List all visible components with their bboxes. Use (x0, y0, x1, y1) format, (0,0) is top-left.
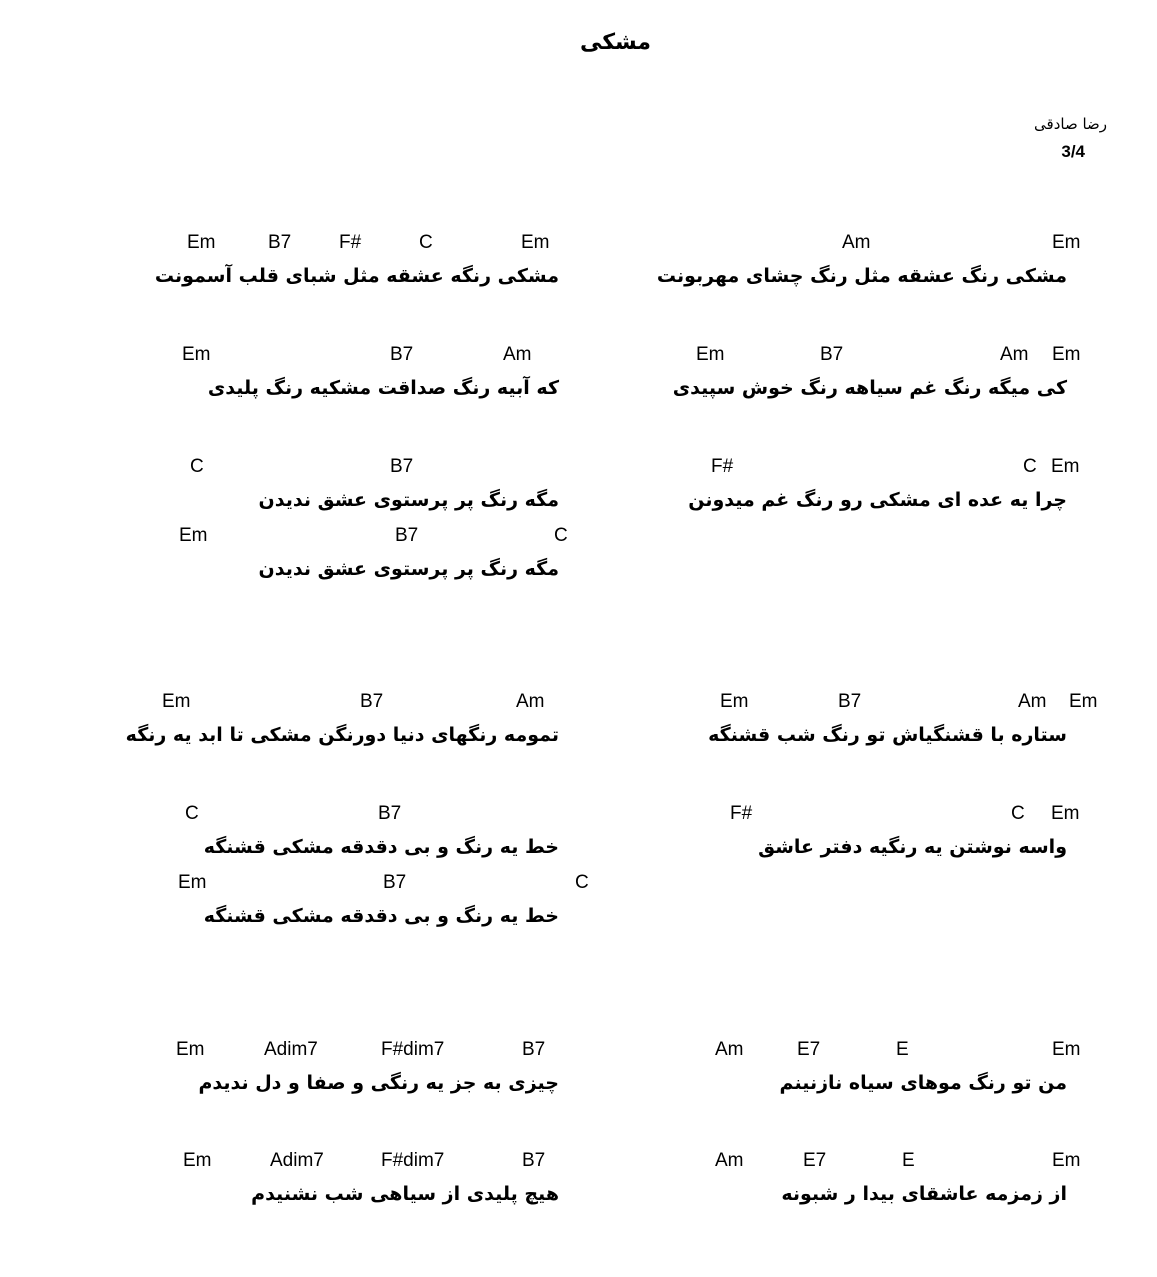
chord-label: Em (1051, 803, 1080, 824)
lyric-line: چیزی به جز یه رنگی و صفا و دل ندیدم (198, 1072, 559, 1094)
chord-label: Em (1052, 344, 1081, 365)
chord-label: Am (715, 1039, 744, 1060)
chord-label: F# (711, 456, 734, 477)
chord-label: Am (503, 344, 532, 365)
composer-name: رضا صادقی (1034, 115, 1107, 133)
lyric-line: چرا یه عده ای مشکی رو رنگ غم میدونن (688, 489, 1067, 511)
lyric-line: خط یه رنگ و بی دقدقه مشکی قشنگه (203, 905, 559, 927)
chord-label: C (1023, 456, 1037, 477)
chord-label: B7 (838, 691, 862, 712)
lyric-line: مشکی رنگ عشقه مثل رنگ چشای مهربونت (656, 265, 1067, 287)
chord-label: Em (696, 344, 725, 365)
chord-label: Em (521, 232, 550, 253)
lyric-line: من تو رنگ موهای سیاه نازنینم (779, 1072, 1067, 1094)
chord-label: Am (1018, 691, 1047, 712)
lyric-line: واسه نوشتن یه رنگیه دفتر عاشق (758, 836, 1067, 858)
chord-label: B7 (360, 691, 384, 712)
lyric-line: هیچ پلیدی از سیاهی شب نشنیدم (251, 1183, 559, 1205)
lyric-line: مگه رنگ پر پرستوی عشق ندیدن (258, 558, 559, 580)
chord-label: Em (1052, 1150, 1081, 1171)
lyric-line: خط یه رنگ و بی دقدقه مشکی قشنگه (203, 836, 559, 858)
chord-label: Em (720, 691, 749, 712)
chord-label: F#dim7 (381, 1150, 445, 1171)
chord-label: C (190, 456, 204, 477)
chord-label: B7 (383, 872, 407, 893)
chord-label: Em (182, 344, 211, 365)
chord-label: C (554, 525, 568, 546)
chord-label: Em (187, 232, 216, 253)
chord-label: C (575, 872, 589, 893)
chord-label: E (896, 1039, 909, 1060)
chord-label: Em (1051, 456, 1080, 477)
lyric-line: ستاره با قشنگیاش تو رنگ شب قشنگه (708, 724, 1067, 746)
chord-label: Em (1069, 691, 1098, 712)
chord-label: Adim7 (270, 1150, 324, 1171)
chord-label: B7 (395, 525, 419, 546)
chord-label: E7 (797, 1039, 821, 1060)
chord-label: C (419, 232, 433, 253)
lyric-line: که آبیه رنگ صداقت مشکیه رنگ پلیدی (207, 377, 559, 399)
chord-label: Adim7 (264, 1039, 318, 1060)
chord-label: B7 (390, 344, 414, 365)
chord-label: Am (715, 1150, 744, 1171)
song-title: مشکی (579, 30, 652, 55)
chord-label: B7 (522, 1039, 546, 1060)
lyric-line: مگه رنگ پر پرستوی عشق ندیدن (258, 489, 559, 511)
chord-label: B7 (378, 803, 402, 824)
chord-label: Am (516, 691, 545, 712)
chord-label: Em (179, 525, 208, 546)
lyric-line: کی میگه رنگ غم سیاهه رنگ خوش سپیدی (672, 377, 1067, 399)
chord-label: Em (183, 1150, 212, 1171)
chord-label: Am (842, 232, 871, 253)
lyric-line: از زمزمه عاشقای بیدا ر شبونه (781, 1183, 1067, 1205)
lyric-line: تمومه رنگهای دنیا دورنگن مشکی تا ابد یه رنگه (125, 724, 559, 746)
chord-label: Em (1052, 232, 1081, 253)
chord-label: Em (162, 691, 191, 712)
chord-label: F# (339, 232, 362, 253)
time-signature: 3/4 (1061, 142, 1085, 161)
chord-label: Em (178, 872, 207, 893)
chord-label: B7 (268, 232, 292, 253)
chord-label: Em (176, 1039, 205, 1060)
chord-label: F#dim7 (381, 1039, 445, 1060)
chord-label: B7 (390, 456, 414, 477)
chord-label: E (902, 1150, 915, 1171)
chord-label: Am (1000, 344, 1029, 365)
chord-label: B7 (820, 344, 844, 365)
lyric-line: مشکی رنگه عشقه مثل شبای قلب آسمونت (154, 265, 559, 287)
chord-label: B7 (522, 1150, 546, 1171)
chord-label: C (1011, 803, 1025, 824)
chord-label: Em (1052, 1039, 1081, 1060)
chord-label: C (185, 803, 199, 824)
chord-label: F# (730, 803, 753, 824)
chord-label: E7 (803, 1150, 827, 1171)
